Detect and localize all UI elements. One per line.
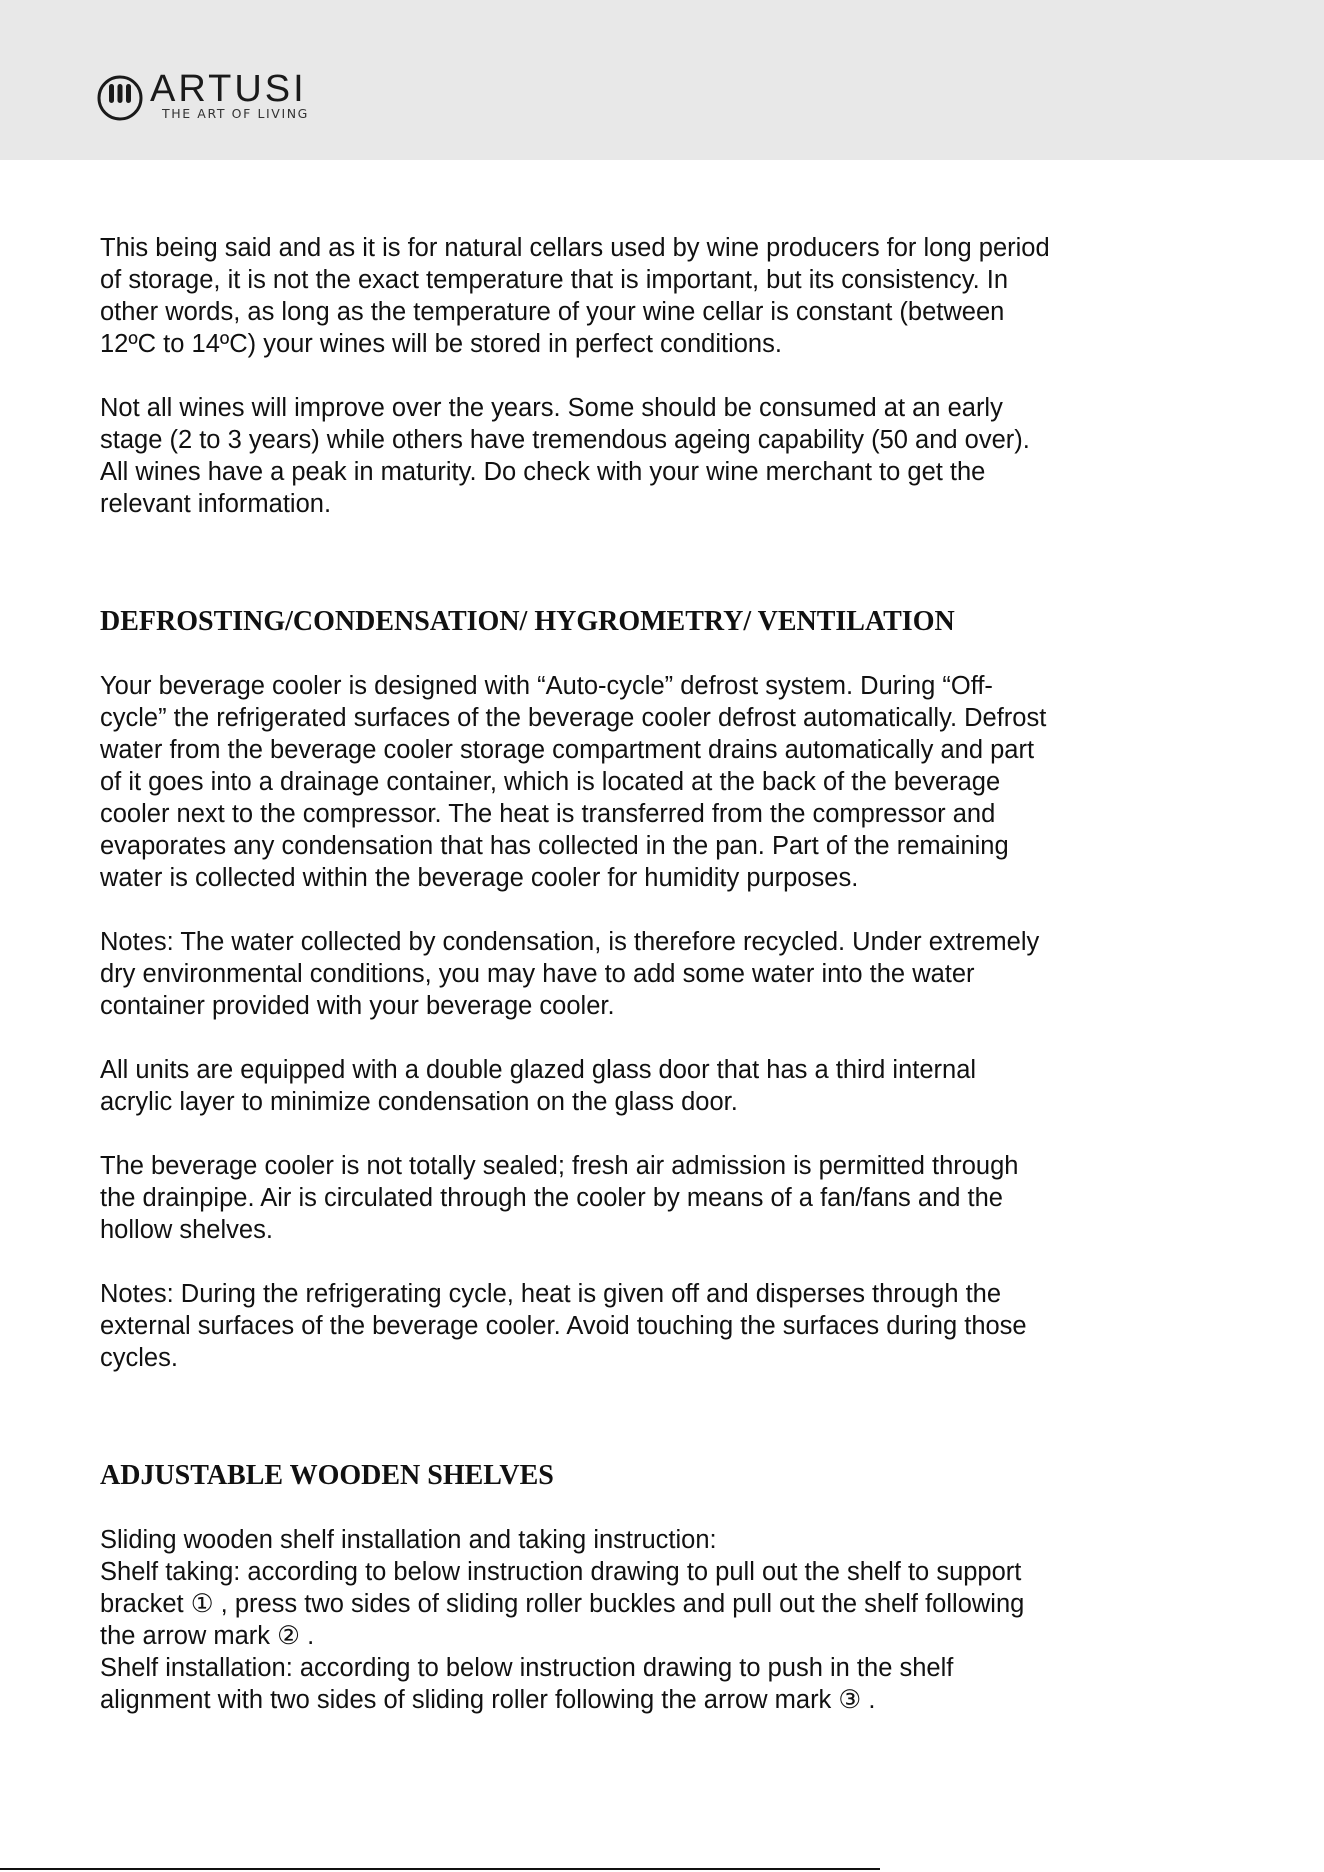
header-band [0, 0, 1324, 160]
artusi-logo-icon [96, 74, 144, 122]
paragraph-wine-maturity: Not all wines will improve over the years. Some should be consumed at an early stage (2 to 3 years) while others have tremendous ageing capability (50 and over). All wines have a peak in maturity. Do check with your wine merchant to get the relevant information. [100, 394, 1030, 518]
page-content [100, 232, 1160, 1716]
paragraph-storage-consistency: This being said and as it is for natural cellars used by wine producers for long period of storage, it is not the exact temperature that is important, but its consistency. In other words, as long as the temperature of your wine cellar is constant (between 12ºC to 14ºC) your wines will be stored in perfect conditions. [100, 234, 1050, 358]
paragraph-glass-door: All units are equipped with a double glazed glass door that has a third internal acrylic layer to minimize condensation on the glass door. [100, 1056, 977, 1116]
logo-tagline: THE ART OF LIVING [162, 106, 309, 121]
paragraph-heat-notes: Notes: During the refrigerating cycle, heat is given off and disperses through the external surfaces of the beverage cooler. Avoid touching the surfaces during those cycles. [100, 1280, 1027, 1372]
footer-divider [0, 1868, 880, 1870]
artusi-logo [96, 70, 356, 126]
paragraph-auto-cycle-defrost: Your beverage cooler is designed with “Auto-cycle” defrost system. During “Off- cycle” the refrigerated surfaces of the beverage cooler defrost automatically. Defrost water from the beverage cooler storage compartment drains automatically and part of it goes into a drainage container, which is located at the back of the beverage cooler next to the compressor. The heat is transferred from the compressor and evaporates any condensation that has collected in the pan. Part of the remaining water is collected within the beverage cooler for humidity purposes. [100, 672, 1047, 892]
paragraph-condensation-notes: Notes: The water collected by condensation, is therefore recycled. Under extremely dry environmental conditions, you may have to add some water into the water container provided with your beverage cooler. [100, 928, 1040, 1020]
paragraph-shelf-instructions: Sliding wooden shelf installation and taking instruction: Shelf taking: according to below instruction drawing to pull out the shelf to support bracket ① , press two sides of sliding roller buckles and pull out the shelf following the arrow mark ② . Shelf installation: according to below instruction drawing to push in the shelf alignment with two sides of sliding roller following the arrow mark ③ . [100, 1526, 1025, 1714]
heading-defrosting: DEFROSTING/CONDENSATION/ HYGROMETRY/ VENTILATION [100, 606, 955, 637]
heading-wooden-shelves: ADJUSTABLE WOODEN SHELVES [100, 1460, 554, 1491]
logo-wordmark: ARTUSI [150, 68, 307, 110]
paragraph-ventilation: The beverage cooler is not totally sealed; fresh air admission is permitted through the drainpipe. Air is circulated through the cooler by means of a fan/fans and the hollow shelves. [100, 1152, 1019, 1244]
